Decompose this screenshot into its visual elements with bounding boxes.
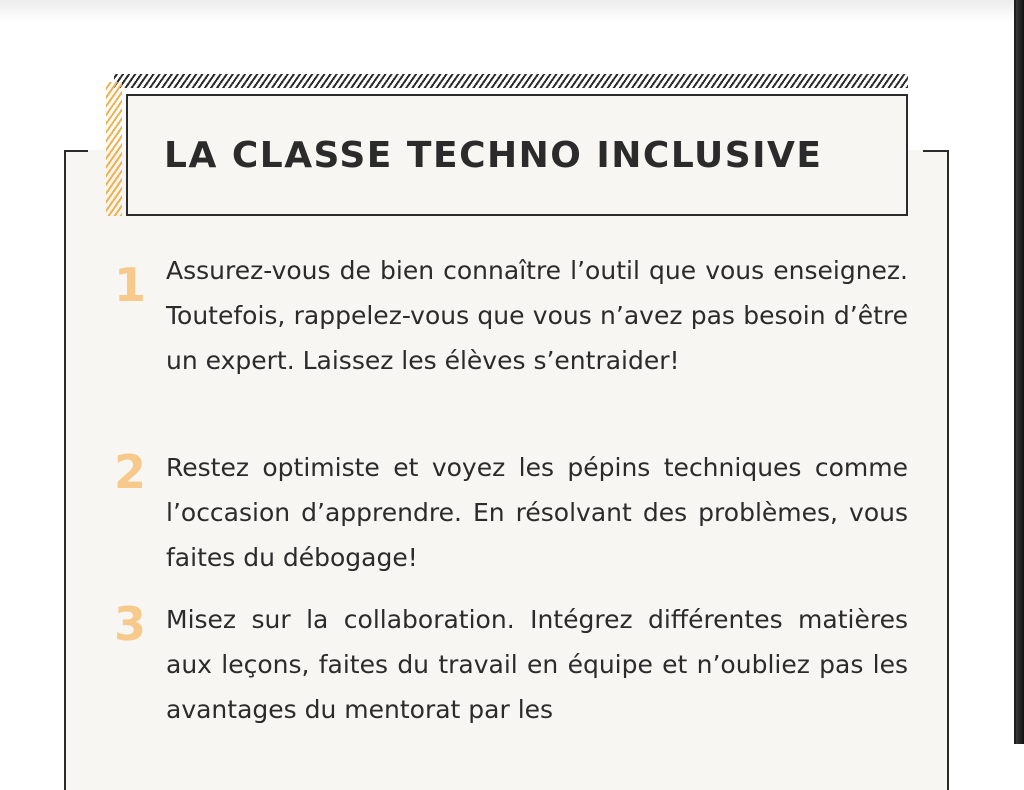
page-title: LA CLASSE TECHNO INCLUSIVE: [164, 134, 823, 176]
decorative-hatch-top: [114, 74, 908, 88]
card-corner-left: [64, 150, 88, 152]
decorative-hatch-left: [106, 82, 122, 216]
scrollbar-track[interactable]: [1016, 0, 1024, 744]
item-text: Misez sur la collaboration. Intégrez différentes matières aux leçons, faites du travail en équipe et n’oubliez pas les avantages du mentorat par les: [166, 605, 908, 724]
item-number: 1: [113, 258, 146, 312]
item-text: Restez optimiste et voyez les pépins techniques comme l’occasion d’apprendre. En résolvant des problèmes, vous faites du débogage!: [166, 453, 908, 572]
title-box: [126, 94, 908, 216]
card-corner-right: [923, 150, 947, 152]
item-number: 2: [113, 445, 146, 499]
item-text: Assurez-vous de bien connaître l’outil que vous enseignez. Toutefois, rappelez-vous que vous n’avez pas besoin d’être un expert. Laissez les élèves s’entraider!: [166, 256, 908, 375]
browser-top-bar: [0, 0, 1014, 22]
item-number: 3: [113, 597, 146, 651]
